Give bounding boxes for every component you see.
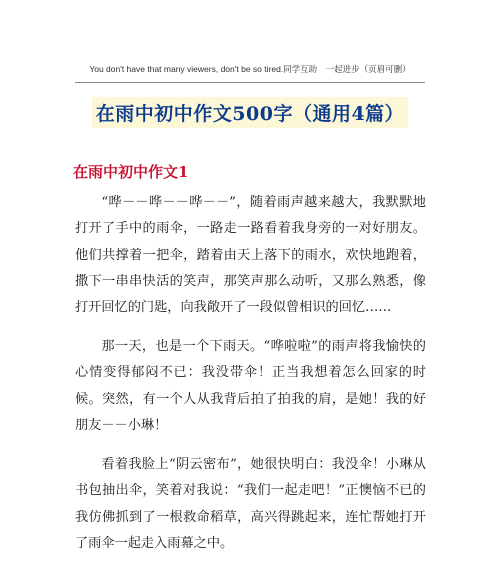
title-container [0,97,500,128]
paragraph-2: 那一天，也是一个下雨天。“哗啦啦”的雨声将我愉快的心情变得郁闷不已：我没带伞！正当我想着怎么回家的时候。突然，有一个人从我背后拍了拍我的肩，是她！我的好朋友－－小琳！ [75,339,426,433]
section-title: 在雨中初中作文1 [73,163,189,181]
paragraph-1: “哗－－哗－－哗－－”，随着雨声越来越大，我默默地打开了手中的雨伞，一路走一路看着我身旁的一对好朋友。他们共撑着一把伞，踏着由天上落下的雨水，欢快地跑着，撒下一串串快活的笑声，那笑声那么动听，又那么熟悉，像打开回忆的门匙，向我敞开了一段似曾相识的回忆…… [75,195,426,316]
paragraph-3: 看着我脸上“阴云密布”，她很快明白：我没伞！小琳从书包抽出伞，笑着对我说：“我们一起走吧！”正懊恼不已的我仿佛抓到了一根救命稻草，高兴得跳起来，连忙帮她打开了雨伞一起走入雨幕之中。 [75,457,426,551]
header-divider [75,82,425,83]
header-chinese-text: 同学互助 一起进步（页眉可删） [283,65,411,75]
header-english-text: You don't have that many viewers, don't be so tired. [89,64,284,74]
page-header [0,63,500,75]
document-title: 在雨中初中作文500字（通用4篇） [92,97,408,128]
